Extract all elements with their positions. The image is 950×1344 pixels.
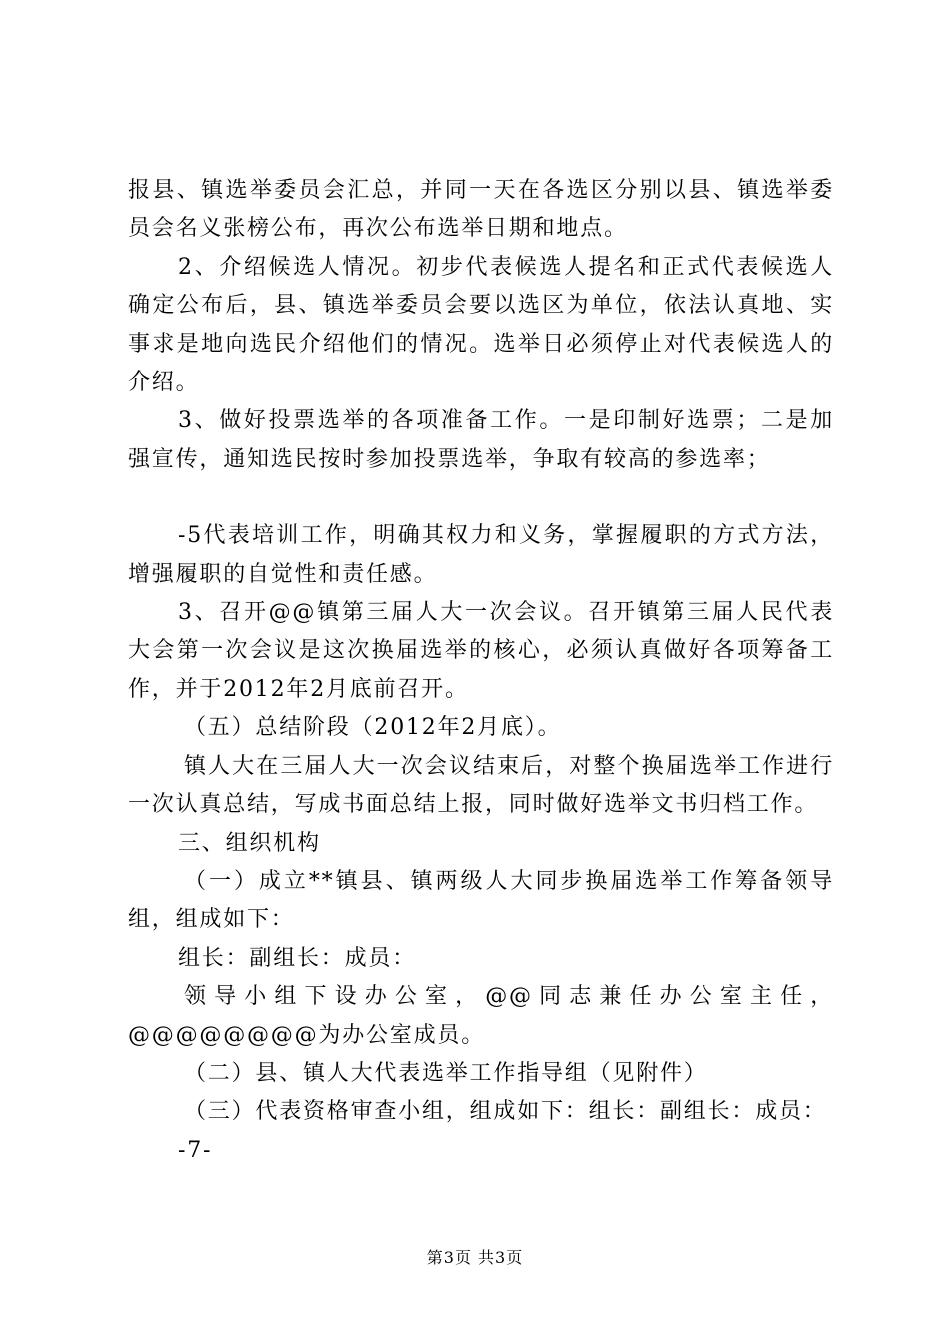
paragraph-8: （一）成立**镇县、镇两级人大同步换届选举工作筹备领导组，组成如下： [128, 868, 834, 933]
paragraph-10: 领导小组下设办公室，@@同志兼任办公室主任，@@@@@@@@为办公室成员。 [128, 984, 834, 1048]
paragraph-2: 2、介绍候选人情况。初步代表候选人提名和正式代表候选人确定公布后，县、镇选举委员会要以选区为单位，依法认真地、实事求是地向选民介绍他们的情况。选举日必须停止对代表候选人的介绍。 [128, 254, 834, 396]
paragraph-gap [128, 479, 834, 517]
document-body [128, 172, 834, 1170]
paragraph-3: 3、做好投票选举的各项准备工作。一是印制好选票；二是加强宣传，通知选民按时参加投票选举，争取有较高的参选率； [128, 408, 834, 472]
paragraph-5: 3、召开@@镇第三届人大一次会议。召开镇第三届人民代表大会第一次会议是这次换届选举的核心，必须认真做好各项筹备工作，并于2012年2月底前召开。 [128, 600, 834, 702]
paragraph-7: 镇人大在三届人大一次会议结束后，对整个换届选举工作进行一次认真总结，写成书面总结上报，同时做好选举文书归档工作。 [128, 753, 834, 818]
page-footer: 第3页 共3页 [426, 1248, 524, 1267]
inline-page-number: -7- [178, 1137, 213, 1163]
paragraph-12: （三）代表资格审查小组，组成如下：组长：副组长：成员： [184, 1099, 827, 1125]
section-heading: 三、组织机构 [178, 830, 321, 856]
paragraph-6: （五）总结阶段（2012年2月底）。 [184, 715, 562, 741]
paragraph-1: 报县、镇选举委员会汇总，并同一天在各选区分别以县、镇选举委员会名义张榜公布，再次公布选举日期和地点。 [128, 178, 834, 242]
paragraph-11: （二）县、镇人大代表选举工作指导组（见附件） [184, 1060, 708, 1086]
paragraph-9: 组长：副组长：成员： [178, 945, 417, 971]
paragraph-4: -5代表培训工作，明确其权力和义务，掌握履职的方式方法，增强履职的自觉性和责任感。 [128, 523, 834, 587]
